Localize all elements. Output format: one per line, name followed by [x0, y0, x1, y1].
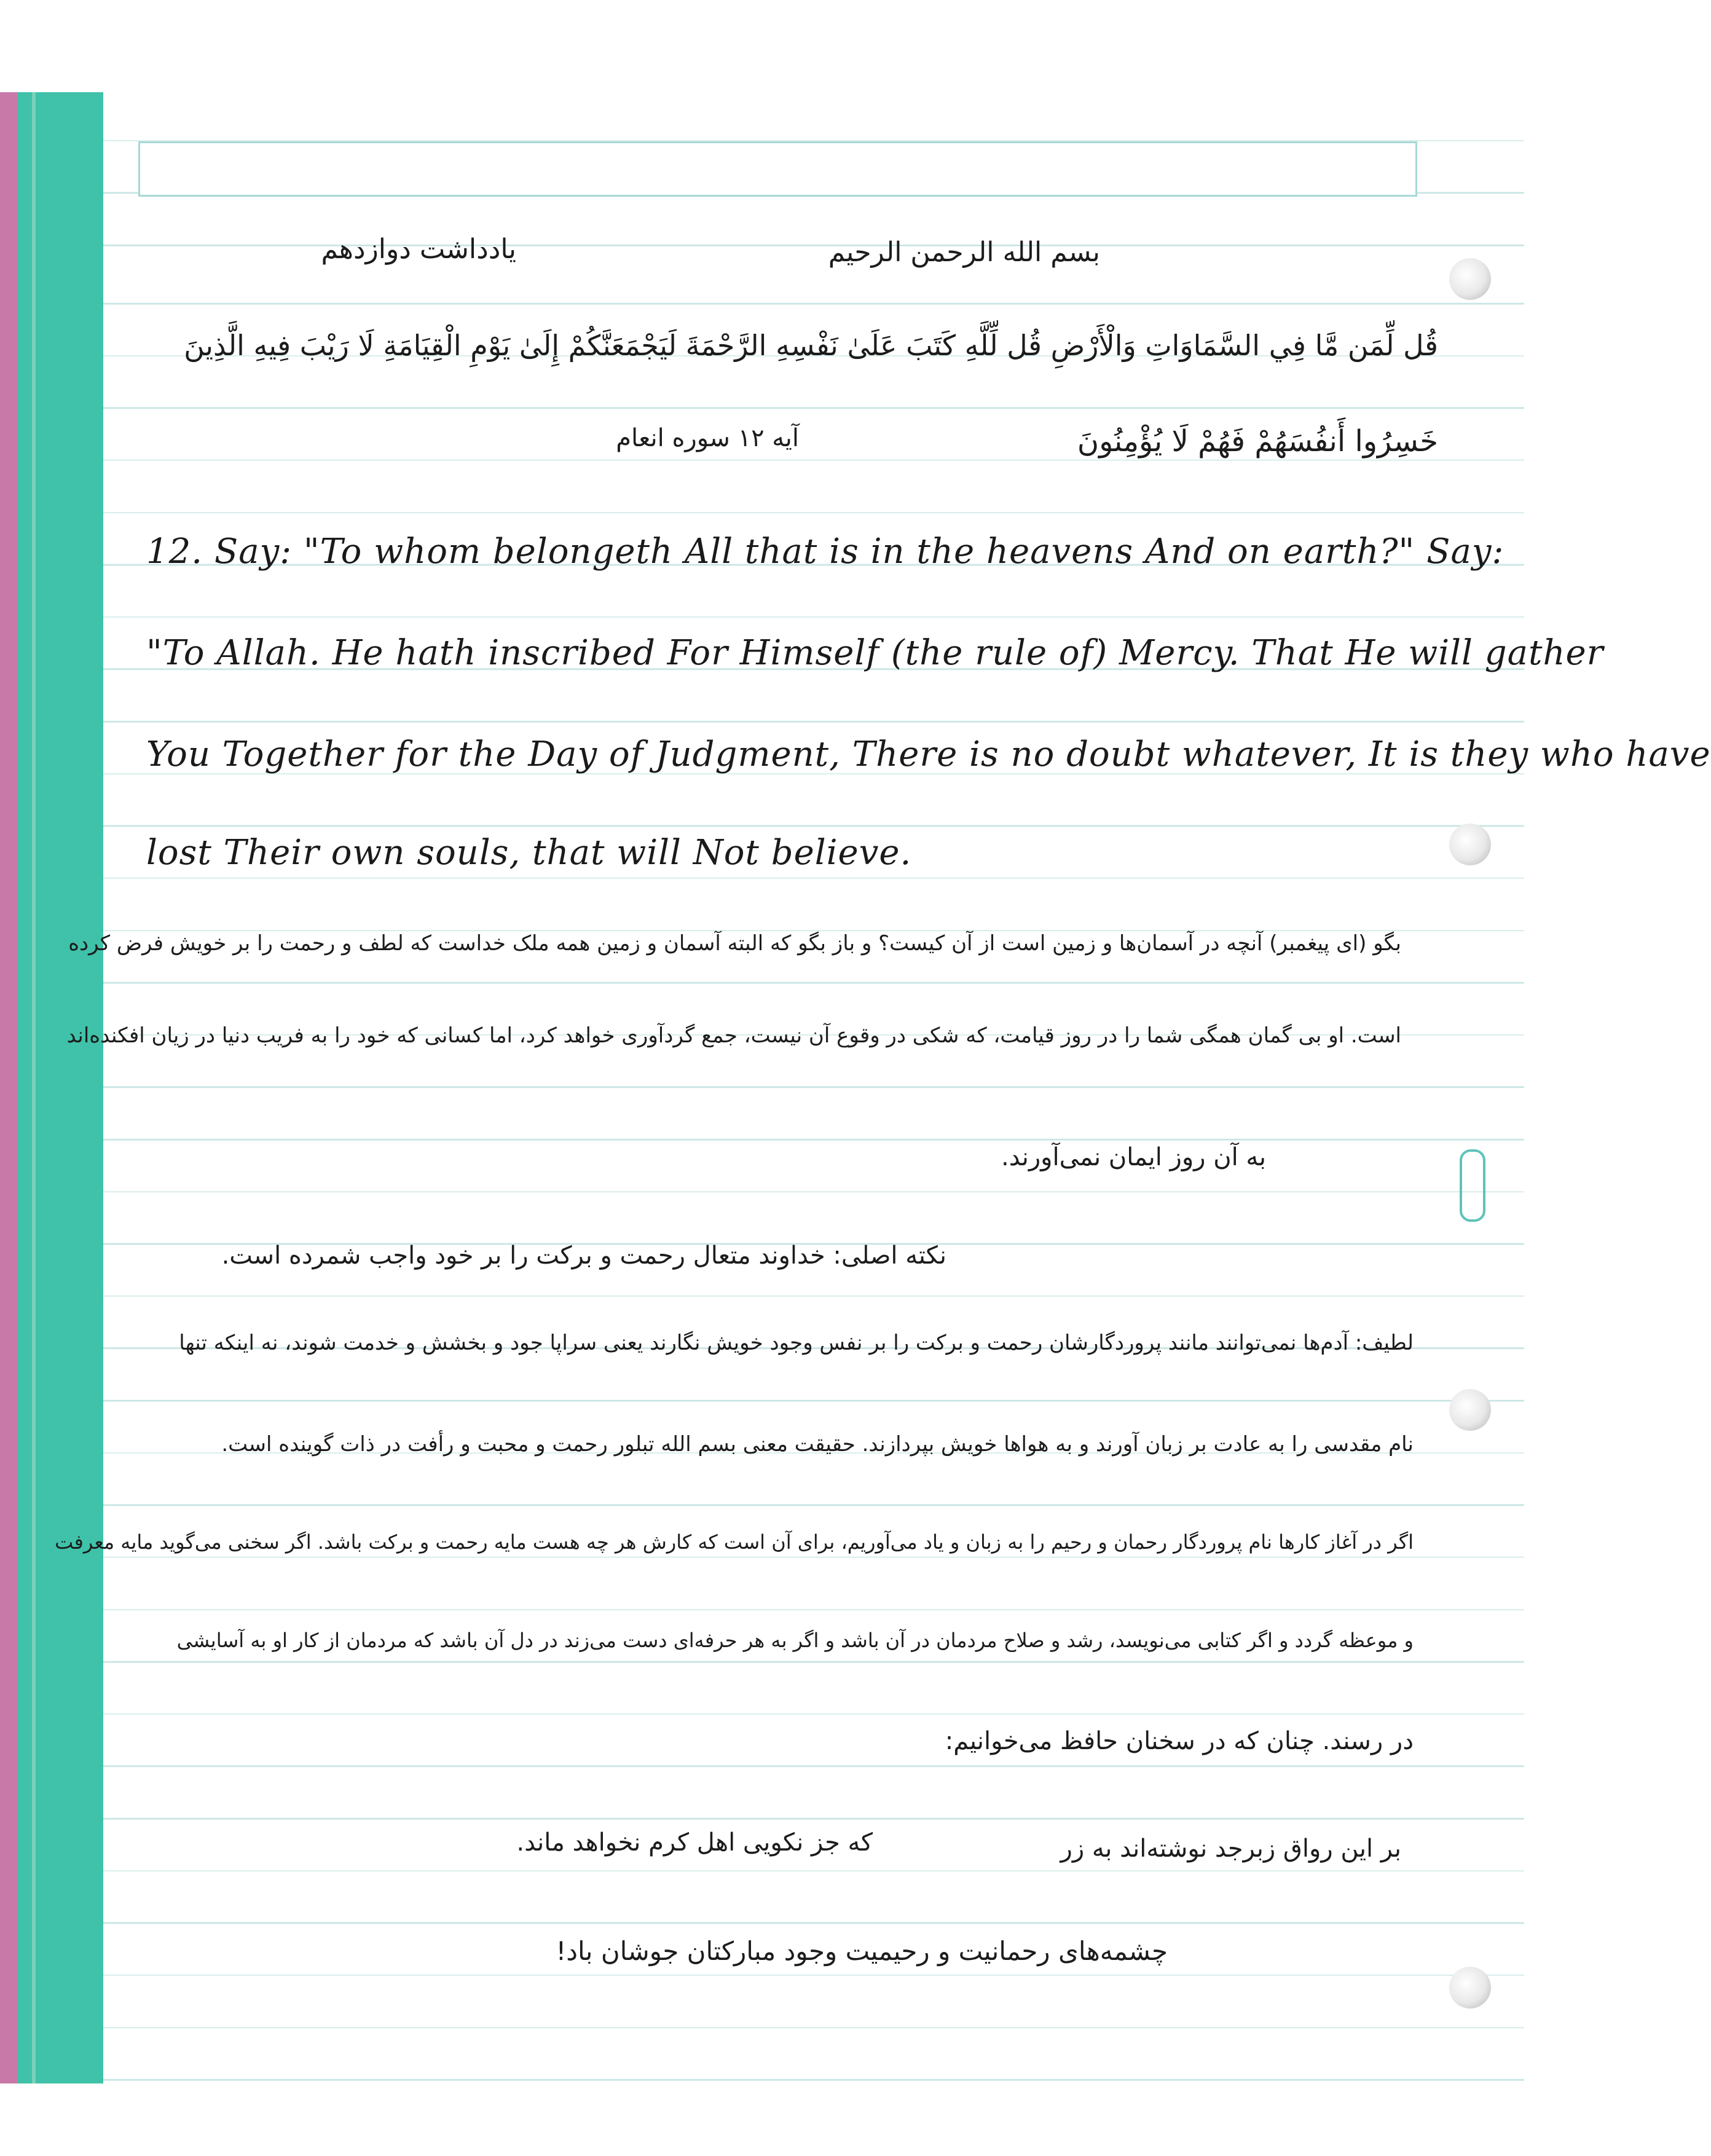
- key-point: نکته اصلی: خداوند متعال رحمت و برکت را بر خود واجب شمرده است.: [221, 1241, 946, 1270]
- poem-left-hemistich: که جز نکویی اهل کرم نخواهد ماند.: [516, 1828, 873, 1857]
- binder-hole-4: [1449, 1967, 1491, 2008]
- persian-line-1: بگو (ای پیغمبر) آنچه در آسمان‌ها و زمین است از آن کیست؟ و باز بگو که البته آسمان و زمین همه ملک خداست که لطف و رحمت را بر خویش فرض کرده: [68, 931, 1401, 956]
- notebook-edge-pink: [0, 92, 17, 2083]
- notebook-page: [103, 92, 1524, 2083]
- basmala: بسم الله الرحمن الرحیم: [828, 237, 1100, 268]
- subtlety-line-3: اگر در آغاز کارها نام پروردگار رحمان و رحیم را به زبان و یاد می‌آوریم، برای آن است که کارش هر چه هست مایه رحمت و برکت باشد. اگر سخنی می‌گوید مایه معرفت: [55, 1530, 1414, 1554]
- subtlety-line-2: نام مقدسی را به عادت بر زبان آورند و به هواها خویش بپردازند. حقیقت معنی بسم الله تبلور رحمت و محبت و رأفت در ذات گوینده است.: [221, 1432, 1414, 1457]
- subtlety-line-1: لطیف: آدم‌ها نمی‌توانند مانند پروردگارشان رحمت و برکت را بر نفس وجود خویش نگارند یعنی سراپا جود و بخشش و خدمت شوند، نه اینکه تنها: [179, 1331, 1414, 1355]
- english-line-2: "To Allah. He hath inscribed For Himself (the rule of) Mercy. That He will gather: [146, 633, 1604, 673]
- header-margin-box: [138, 141, 1417, 197]
- notebook-edge-green: [17, 92, 103, 2083]
- verse-line-1: قُل لِّمَن مَّا فِي السَّمَاوَاتِ وَالْأَرْضِ قُل لِّلَّهِ كَتَبَ عَلَىٰ نَفْسِهِ الرَّحْمَةَ لَيَجْمَعَنَّكُمْ إِلَىٰ يَوْمِ الْقِيَامَةِ لَا رَيْبَ فِيهِ الَّذِينَ: [184, 329, 1438, 362]
- english-line-1: 12. Say: "To whom belongeth All that is in the heavens And on earth?" Say:: [146, 532, 1504, 572]
- subtlety-line-5: در رسند. چنان که در سخنان حافظ می‌خوانیم:: [945, 1727, 1414, 1755]
- note-title: یادداشت دوازدهم: [321, 234, 516, 265]
- binder-hole-2: [1449, 824, 1491, 865]
- verse-line-2: خَسِرُوا أَنفُسَهُمْ فَهُمْ لَا يُؤْمِنُونَ: [1077, 424, 1438, 458]
- english-line-3: You Together for the Day of Judgment, There is no doubt whatever, It is they who have: [146, 734, 1711, 774]
- binder-hole-3: [1449, 1389, 1491, 1431]
- persian-line-3: به آن روز ایمان نمی‌آورند.: [1001, 1143, 1266, 1171]
- persian-line-2: است. او بی گمان همگی شما را در روز قیامت، که شکی در وقوع آن نیست، جمع گردآوری خواهد کرد، اما کسانی که خود را به فریب دنیا در زیان افکنده‌اند: [66, 1023, 1401, 1048]
- subtlety-line-4: و موعظه گردد و اگر کتابی می‌نویسد، رشد و صلاح مردمان در آن باشد و اگر به هر حرفه‌ای دست می‌زند در دل آن باشد که مردمان از کار او به آسایشی: [176, 1629, 1414, 1652]
- notebook-edge-stripe: [32, 92, 36, 2083]
- verse-reference: آیه ۱۲ سوره انعام: [616, 424, 799, 452]
- paper-clip-icon: [1460, 1149, 1485, 1222]
- binder-hole-1: [1449, 258, 1491, 300]
- closing-blessing: چشمه‌های رحمانیت و رحیمیت وجود مبارکتان جوشان باد!: [556, 1936, 1168, 1966]
- poem-right-hemistich: بر این رواق زبرجد نوشته‌اند به زر: [1060, 1835, 1401, 1863]
- english-line-4: lost Their own souls, that will Not believe.: [146, 833, 912, 873]
